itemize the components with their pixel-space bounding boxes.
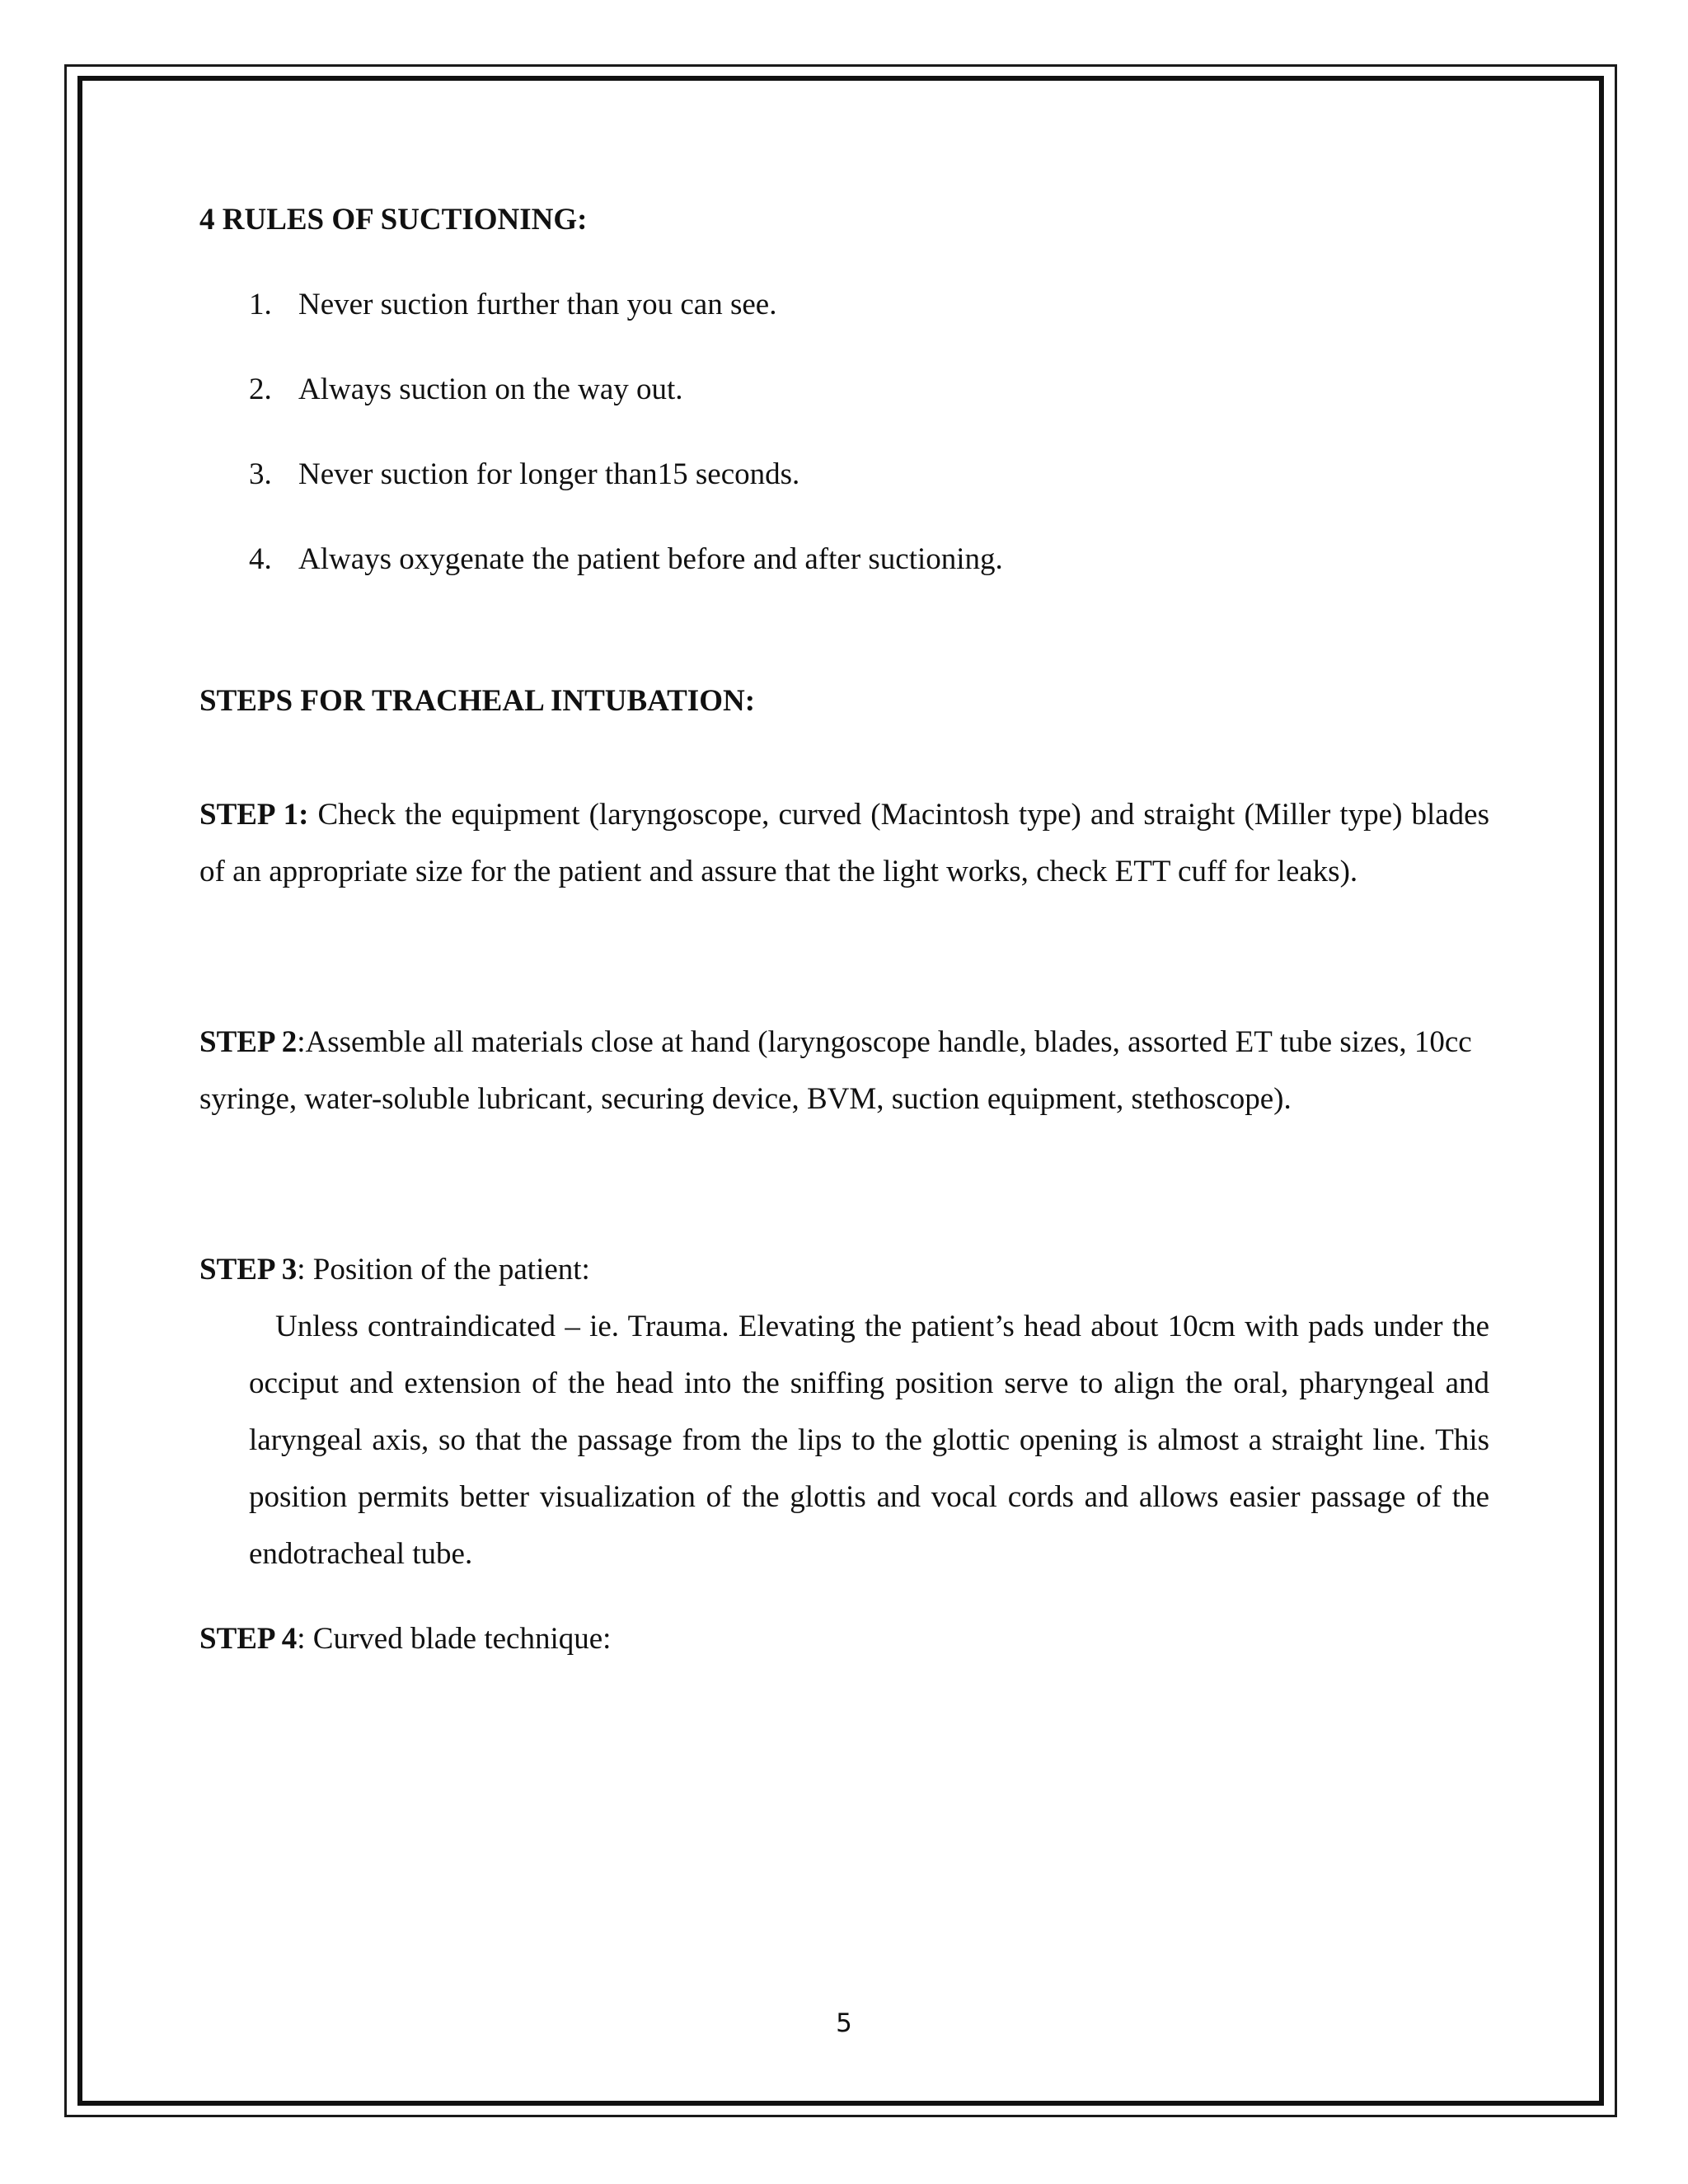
step-1-paragraph: [199, 786, 1489, 900]
step-2-paragraph: [199, 1014, 1489, 1127]
list-item: [249, 289, 776, 320]
list-item-text: Always oxygenate the patient before and after suctioning.: [298, 542, 1003, 576]
list-item: [249, 459, 799, 490]
list-item-text: Always suction on the way out.: [298, 373, 683, 406]
list-item-number: 4.: [249, 542, 272, 576]
step-3-label: STEP 3: [199, 1253, 298, 1286]
step-2-label: STEP 2: [199, 1025, 298, 1059]
list-item-text: Never suction for longer than15 seconds.: [298, 457, 800, 491]
step-1-label: STEP 1:: [199, 798, 309, 832]
page-number: 5: [836, 2008, 852, 2038]
step-4-paragraph: [199, 1610, 1489, 1667]
list-item-text: Never suction further than you can see.: [298, 288, 777, 321]
step-4-label: STEP 4: [199, 1622, 298, 1656]
list-item-number: 3.: [249, 457, 272, 491]
list-item-number: 2.: [249, 373, 272, 406]
step-3-text: : Position of the patient:: [297, 1253, 590, 1286]
step-3-detail: Unless contraindicated – ie. Trauma. Elevating the patient’s head about 10cm with pads under the occiput and extension of the head into the sniffing position serve to align the oral, pharyngeal and laryngeal axis, so that the passage from the lips to the glottic opening is almost a straight line. This position permits better visualization of the glottis and vocal cords and allows easier passage of the endotracheal tube.: [249, 1310, 1489, 1571]
intubation-heading: STEPS FOR TRACHEAL INTUBATION:: [199, 684, 756, 718]
step-2-text: :Assemble all materials close at hand (laryngoscope handle, blades, assorted ET tube sizes, 10cc syringe, water-soluble lubricant, securing device, BVM, suction equipment, stethoscope).: [199, 1025, 1472, 1116]
step-3-paragraph: [199, 1241, 1489, 1298]
list-item: [249, 544, 1003, 574]
step-1-text: Check the equipment (laryngoscope, curved (Macintosh type) and straight (Miller type) blades of an appropriate size for the patient and assure that the light works, check ETT cuff for leaks).: [199, 798, 1489, 888]
list-item: [249, 374, 683, 405]
rules-heading: 4 RULES OF SUCTIONING:: [199, 203, 588, 237]
step-4-text: : Curved blade technique:: [297, 1622, 612, 1656]
list-item-number: 1.: [249, 288, 272, 321]
